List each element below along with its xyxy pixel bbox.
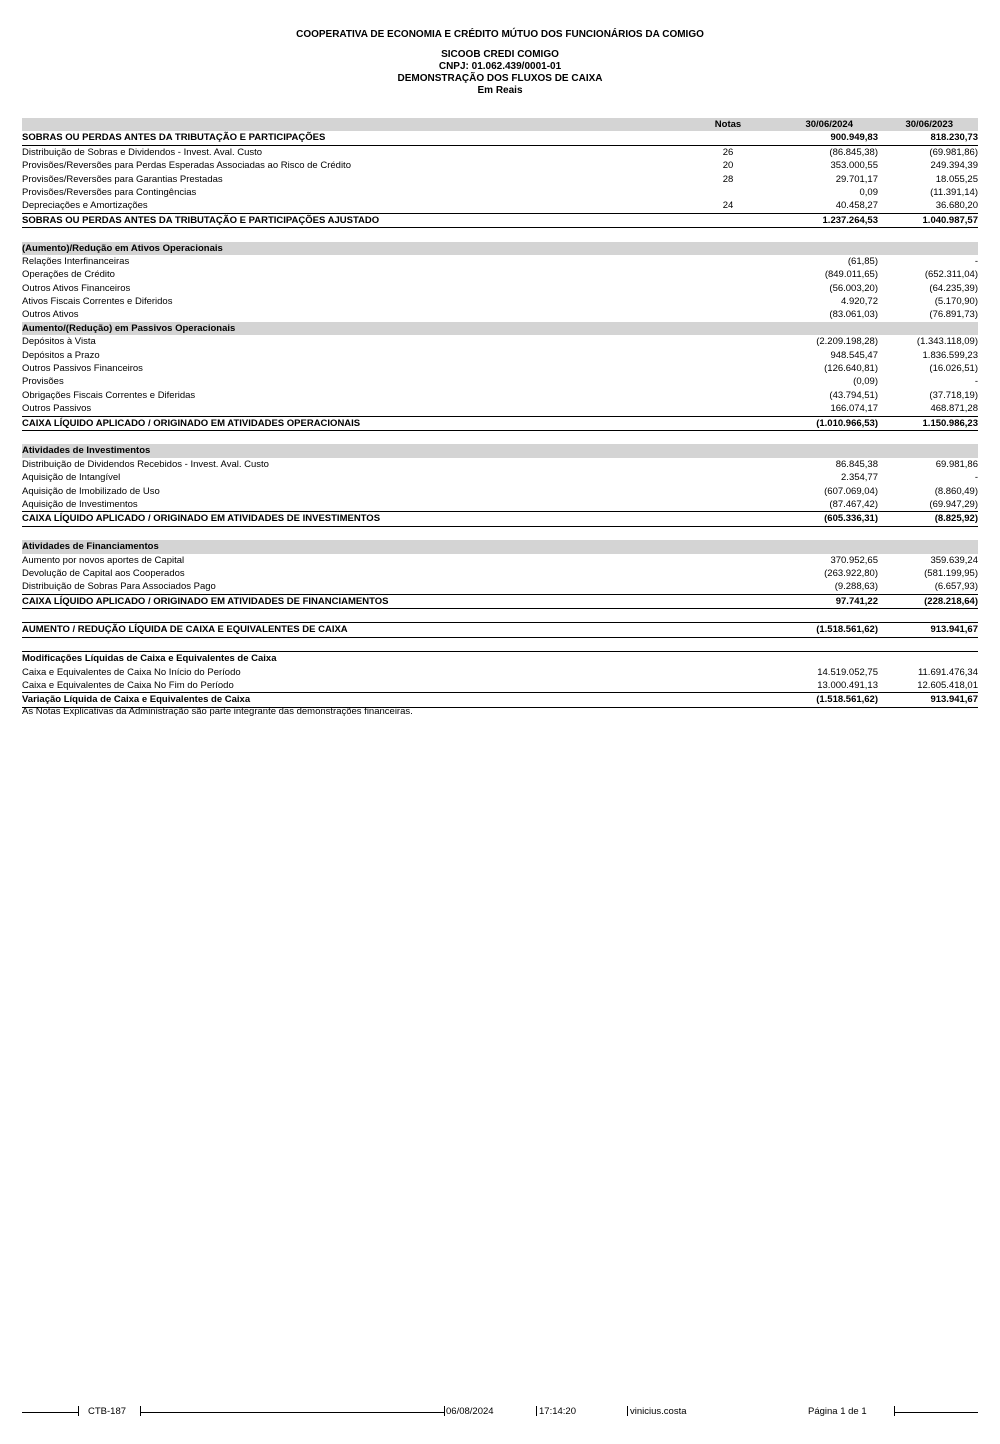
row-value-2024: (849.011,65) xyxy=(824,269,878,281)
row-value-2024: 166.074,17 xyxy=(830,403,878,415)
table-row xyxy=(22,199,978,213)
footer-tick xyxy=(78,1406,79,1416)
row-value-2023: 1.836.599,23 xyxy=(922,349,978,361)
spacer-row xyxy=(22,431,978,444)
table-row xyxy=(22,622,978,637)
column-header-notas: Notas xyxy=(714,119,742,130)
row-value-2024: 14.519.052,75 xyxy=(817,666,878,678)
row-label: Provisões/Reversões para Contingências xyxy=(22,186,197,198)
table-row xyxy=(22,567,978,580)
row-value-2023: 468.871,28 xyxy=(930,403,978,415)
row-label: Aquisição de Intangível xyxy=(22,472,121,484)
row-label: Caixa e Equivalentes de Caixa No Início do Período xyxy=(22,666,241,678)
row-label: Operações de Crédito xyxy=(22,269,115,281)
row-value-2024: (607.069,04) xyxy=(824,485,878,497)
cooperative-name: SICOOB CREDI COMIGO xyxy=(441,49,559,60)
row-label: Outros Passivos xyxy=(22,403,92,415)
row-label: Provisões/Reversões para Garantias Prestadas xyxy=(22,173,223,185)
row-value-2024: (126.640,81) xyxy=(824,363,878,375)
table-row xyxy=(22,349,978,362)
row-value-2024: 40.458,27 xyxy=(835,200,878,212)
table-row xyxy=(22,651,978,665)
row-value-2023: 913.941,67 xyxy=(930,624,978,636)
table-row xyxy=(22,666,978,679)
row-value-2023: (581.199,95) xyxy=(924,567,978,579)
row-value-2023: (8.825,92) xyxy=(934,513,978,525)
table-row xyxy=(22,595,978,609)
table-row xyxy=(22,471,978,484)
row-value-2023: (8.860,49) xyxy=(934,485,978,497)
row-value-2023: (652.311,04) xyxy=(924,269,978,281)
table-row xyxy=(22,308,978,321)
row-label: Devolução de Capital aos Cooperados xyxy=(22,567,185,579)
row-label: Relações Interfinanceiras xyxy=(22,255,130,267)
section-header-row xyxy=(22,242,978,255)
table-row xyxy=(22,335,978,348)
row-label: SOBRAS OU PERDAS ANTES DA TRIBUTAÇÃO E PARTICIPAÇÕES xyxy=(22,132,326,144)
table-row xyxy=(22,485,978,498)
table-row xyxy=(22,458,978,471)
row-value-2024: 2.354,77 xyxy=(841,472,878,484)
row-value-2023: (37.718,19) xyxy=(929,389,978,401)
row-value-2024: (1.518.561,62) xyxy=(816,694,878,706)
column-header-2023: 30/06/2023 xyxy=(905,119,953,130)
row-value-2023: (11.391,14) xyxy=(930,186,978,198)
row-label: Outros Passivos Financeiros xyxy=(22,363,143,375)
row-label: Atividades de Investimentos xyxy=(22,445,151,457)
spacer-row xyxy=(22,527,978,540)
row-value-2024: (1.010.966,53) xyxy=(816,417,878,429)
row-value-2023: (5.170,90) xyxy=(934,296,978,308)
row-value-2023: 249.394,39 xyxy=(930,160,978,172)
row-value-2024: (86.845,38) xyxy=(829,146,878,158)
row-value-2023: (1.343.118,09) xyxy=(916,336,978,348)
table-row xyxy=(22,146,978,159)
statement-title: DEMONSTRAÇÃO DOS FLUXOS DE CAIXA xyxy=(397,73,603,84)
row-value-2024: (87.467,42) xyxy=(829,498,878,510)
table-row xyxy=(22,255,978,268)
column-header-row xyxy=(22,118,978,131)
row-value-2024: 948.545,47 xyxy=(830,349,878,361)
row-value-2024: (61,85) xyxy=(847,255,878,267)
row-label: Depreciações e Amortizações xyxy=(22,200,148,212)
row-nota: 26 xyxy=(722,146,734,158)
row-value-2023: (76.891,73) xyxy=(929,309,978,321)
table-row xyxy=(22,173,978,186)
row-value-2023: - xyxy=(974,376,978,388)
table-row xyxy=(22,679,978,693)
row-nota: 28 xyxy=(722,173,734,185)
row-label: (Aumento)/Redução em Ativos Operacionais xyxy=(22,242,223,254)
footer-page-number: Página 1 de 1 xyxy=(808,1406,867,1417)
footer-tick xyxy=(444,1406,445,1416)
row-label: CAIXA LÍQUIDO APLICADO / ORIGINADO EM ATIVIDADES DE FINANCIAMENTOS xyxy=(22,595,389,607)
row-label: Distribuição de Dividendos Recebidos - Invest. Aval. Custo xyxy=(22,458,269,470)
row-value-2023: - xyxy=(974,255,978,267)
table-row xyxy=(22,417,978,431)
footer-tick xyxy=(894,1406,895,1416)
table-row xyxy=(22,362,978,375)
table-row xyxy=(22,389,978,402)
row-nota: 20 xyxy=(722,160,734,172)
row-value-2024: (1.518.561,62) xyxy=(816,624,878,636)
row-value-2024: 97.741,22 xyxy=(835,595,878,607)
currency-unit: Em Reais xyxy=(477,85,523,96)
row-value-2023: - xyxy=(974,472,978,484)
row-label: Aumento/(Redução) em Passivos Operacionais xyxy=(22,322,236,334)
spacer-row xyxy=(22,638,978,651)
row-label: Caixa e Equivalentes de Caixa No Fim do Período xyxy=(22,680,234,692)
table-body xyxy=(22,131,978,707)
row-label: AUMENTO / REDUÇÃO LÍQUIDA DE CAIXA E EQUIVALENTES DE CAIXA xyxy=(22,624,348,636)
table-row xyxy=(22,498,978,512)
row-label: Outros Ativos xyxy=(22,309,79,321)
row-value-2023: 913.941,67 xyxy=(930,694,978,706)
footer-user: vinicius.costa xyxy=(630,1406,687,1417)
section-header-row xyxy=(22,540,978,553)
table-row xyxy=(22,554,978,567)
organization-name: COOPERATIVA DE ECONOMIA E CRÉDITO MÚTUO DOS FUNCIONÁRIOS DA COMIGO xyxy=(296,29,704,40)
row-label: Aquisição de Imobilizado de Uso xyxy=(22,485,160,497)
footer-time: 17:14:20 xyxy=(539,1406,576,1417)
table-row xyxy=(22,512,978,526)
column-header-2024: 30/06/2024 xyxy=(805,119,853,130)
table-row xyxy=(22,186,978,199)
row-value-2024: (2.209.198,28) xyxy=(816,336,878,348)
row-value-2024: (83.061,03) xyxy=(829,309,878,321)
row-nota: 24 xyxy=(722,200,734,212)
row-value-2023: 12.605.418,01 xyxy=(917,680,978,692)
table-row xyxy=(22,295,978,308)
row-value-2024: (43.794,51) xyxy=(829,389,878,401)
row-value-2024: 4.920,72 xyxy=(841,296,878,308)
row-label: Atividades de Financiamentos xyxy=(22,541,159,553)
row-label: Obrigações Fiscais Correntes e Diferidas xyxy=(22,389,196,401)
row-label: Aquisição de Investimentos xyxy=(22,498,138,510)
row-label: Provisões xyxy=(22,376,64,388)
row-label: Distribuição de Sobras e Dividendos - Invest. Aval. Custo xyxy=(22,146,263,158)
row-label: Provisões/Reversões para Perdas Esperadas Associadas ao Risco de Crédito xyxy=(22,160,351,172)
footer-report-code: CTB-187 xyxy=(88,1406,127,1417)
row-value-2024: 29.701,17 xyxy=(835,173,878,185)
row-value-2023: (6.657,93) xyxy=(934,581,978,593)
table-row xyxy=(22,375,978,388)
row-value-2023: 1.040.987,57 xyxy=(922,214,978,226)
row-value-2023: 11.691.476,34 xyxy=(917,666,978,678)
row-label: Distribuição de Sobras Para Associados Pago xyxy=(22,581,216,593)
row-value-2024: 0,09 xyxy=(859,186,878,198)
section-header-row xyxy=(22,322,978,335)
table-row xyxy=(22,282,978,295)
row-value-2024: 13.000.491,13 xyxy=(817,680,878,692)
footnote: As Notas Explicativas da Administração são parte integrante das demonstrações financeiras. xyxy=(22,706,413,717)
row-value-2023: 359.639,24 xyxy=(930,554,978,566)
table-row xyxy=(22,214,978,228)
footer-line xyxy=(140,1412,444,1413)
table-row xyxy=(22,268,978,281)
cash-flow-table xyxy=(22,118,978,708)
row-label: Aumento por novos aportes de Capital xyxy=(22,554,185,566)
row-value-2024: (605.336,31) xyxy=(824,513,878,525)
row-value-2024: 86.845,38 xyxy=(835,458,878,470)
row-value-2023: (69.947,29) xyxy=(929,498,978,510)
row-label: Depósitos à Vista xyxy=(22,336,96,348)
row-value-2023: (16.026,51) xyxy=(929,363,978,375)
row-label: CAIXA LÍQUIDO APLICADO / ORIGINADO EM ATIVIDADES DE INVESTIMENTOS xyxy=(22,513,381,525)
row-label: Variação Líquida de Caixa e Equivalentes de Caixa xyxy=(22,694,251,706)
row-value-2023: 36.680,20 xyxy=(935,200,978,212)
document-header xyxy=(0,29,1000,97)
footer-tick xyxy=(627,1406,628,1416)
section-header-row xyxy=(22,444,978,457)
row-value-2023: 818.230,73 xyxy=(930,132,978,144)
row-value-2023: 1.150.986,23 xyxy=(922,417,978,429)
row-value-2024: 370.952,65 xyxy=(830,554,878,566)
row-value-2024: (0,09) xyxy=(853,376,878,388)
table-row xyxy=(22,131,978,145)
row-label: SOBRAS OU PERDAS ANTES DA TRIBUTAÇÃO E PARTICIPAÇÕES AJUSTADO xyxy=(22,214,380,226)
table-row xyxy=(22,159,978,172)
row-value-2024: 1.237.264,53 xyxy=(822,214,878,226)
row-label: Depósitos a Prazo xyxy=(22,349,100,361)
row-value-2023: 69.981,86 xyxy=(935,458,978,470)
row-value-2024: 900.949,83 xyxy=(830,132,878,144)
spacer-row xyxy=(22,228,978,241)
row-label: Outros Ativos Financeiros xyxy=(22,282,131,294)
footer-tick xyxy=(536,1406,537,1416)
row-value-2024: 353.000,55 xyxy=(830,160,878,172)
row-label: Ativos Fiscais Correntes e Diferidos xyxy=(22,296,173,308)
row-value-2023: 18.055,25 xyxy=(935,173,978,185)
row-value-2024: (263.922,80) xyxy=(824,567,878,579)
row-value-2024: (56.003,20) xyxy=(829,282,878,294)
page-footer xyxy=(0,1404,1000,1420)
row-value-2023: (69.981,86) xyxy=(929,146,978,158)
row-label: CAIXA LÍQUIDO APLICADO / ORIGINADO EM ATIVIDADES OPERACIONAIS xyxy=(22,417,361,429)
footer-date: 06/08/2024 xyxy=(446,1406,494,1417)
row-label: Modificações Líquidas de Caixa e Equivalentes de Caixa xyxy=(22,653,277,665)
footer-tick xyxy=(140,1406,141,1416)
table-row xyxy=(22,580,978,594)
table-row xyxy=(22,402,978,416)
row-value-2023: (64.235,39) xyxy=(929,282,978,294)
row-value-2024: (9.288,63) xyxy=(834,581,878,593)
cnpj: CNPJ: 01.062.439/0001-01 xyxy=(438,61,562,72)
row-value-2023: (228.218,64) xyxy=(924,595,978,607)
spacer-row xyxy=(22,609,978,622)
footer-line xyxy=(22,1412,78,1413)
footer-line xyxy=(894,1412,978,1413)
